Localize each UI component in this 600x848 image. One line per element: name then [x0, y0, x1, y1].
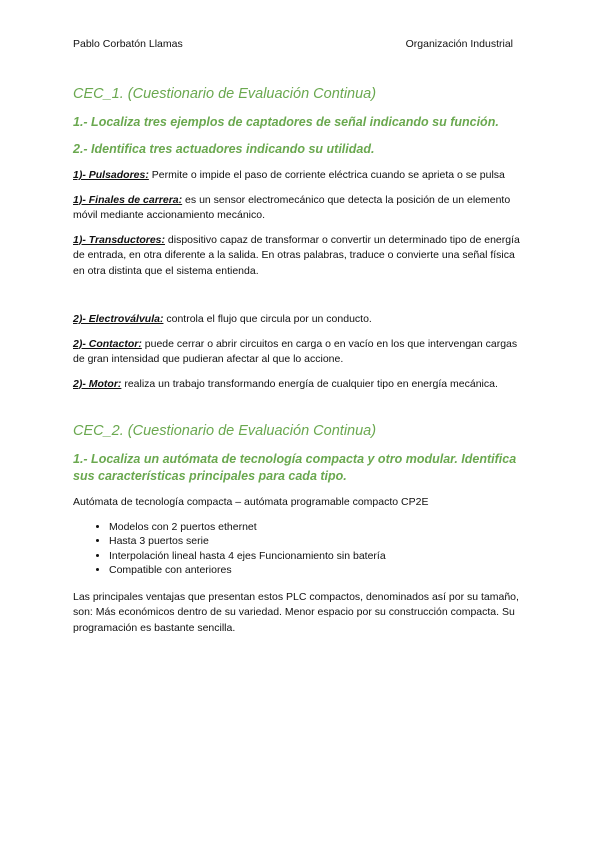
- term-label: 1)- Transductores:: [73, 233, 165, 246]
- section1-question-2: 2.- Identifica tres actuadores indicando su utilidad.: [73, 142, 375, 156]
- term-label: 1)- Pulsadores:: [73, 169, 149, 181]
- term-label: 2)- Contactor:: [73, 337, 142, 350]
- item-finales-de-carrera: [73, 193, 525, 224]
- term-label: 1)- Finales de carrera:: [73, 193, 183, 206]
- term-text: dispositivo capaz de transformar o convertir un determinado tipo de energía de entrada, en otra diferente a la salida. En otras palabras, traduce o convierte una señal física en otra distinta que el sistema entienda.: [73, 233, 520, 277]
- item-contactor: [73, 337, 525, 368]
- document-body: [73, 86, 525, 645]
- list-item: • Compatible con anteriores: [109, 563, 525, 578]
- subject-name: Organización Industrial: [405, 38, 513, 50]
- item-electrovalvula: [73, 312, 525, 328]
- term-text: realiza un trabajo transformando energía de cualquier tipo en energía mecánica.: [121, 377, 498, 390]
- item-motor: [73, 377, 525, 393]
- section1-title: CEC_1. (Cuestionario de Evaluación Continua): [73, 86, 377, 102]
- list-item: • Hasta 3 puertos serie: [109, 534, 525, 549]
- section2-paragraph: Las principales ventajas que presentan estos PLC compactos, denominados así por su tamaño, son: Más económicos dentro de su variedad. Menor espacio por su construcción compacta. Su programación es bastante sencilla.: [73, 590, 519, 634]
- term-text: Permite o impide el paso de corriente eléctrica cuando se aprieta o se pulsa: [148, 169, 505, 181]
- term-label: 2)- Motor:: [73, 377, 122, 390]
- term-text: es un sensor electromecánico que detecta la posición de un elemento móvil mediante accionamiento mecánico.: [73, 193, 511, 221]
- section1-question-1: 1.- Localiza tres ejemplos de captadores de señal indicando su función.: [73, 115, 499, 129]
- section2-title: CEC_2. (Cuestionario de Evaluación Continua): [73, 423, 377, 439]
- section2-intro: Autómata de tecnología compacta – autómata programable compacto CP2E: [73, 496, 429, 508]
- list-item: • Modelos con 2 puertos ethernet: [109, 520, 525, 535]
- list-item: • Interpolación lineal hasta 4 ejes Funcionamiento sin batería: [109, 549, 525, 564]
- term-label: 2)- Electroválvula:: [73, 313, 164, 325]
- feature-list: [73, 520, 525, 578]
- page-header: [73, 38, 513, 50]
- item-pulsadores: [73, 168, 525, 184]
- term-text: puede cerrar o abrir circuitos en carga o en vacío en los que intervengan cargas de gran intensidad que pudieran afectar al que lo accione.: [73, 337, 518, 365]
- term-text: controla el flujo que circula por un conducto.: [163, 313, 372, 325]
- section2-question-1: 1.- Localiza un autómata de tecnología compacta y otro modular. Identifica sus características principales para cada tipo.: [73, 452, 517, 483]
- item-transductores: [73, 233, 525, 280]
- author-name: Pablo Corbatón Llamas: [73, 38, 183, 50]
